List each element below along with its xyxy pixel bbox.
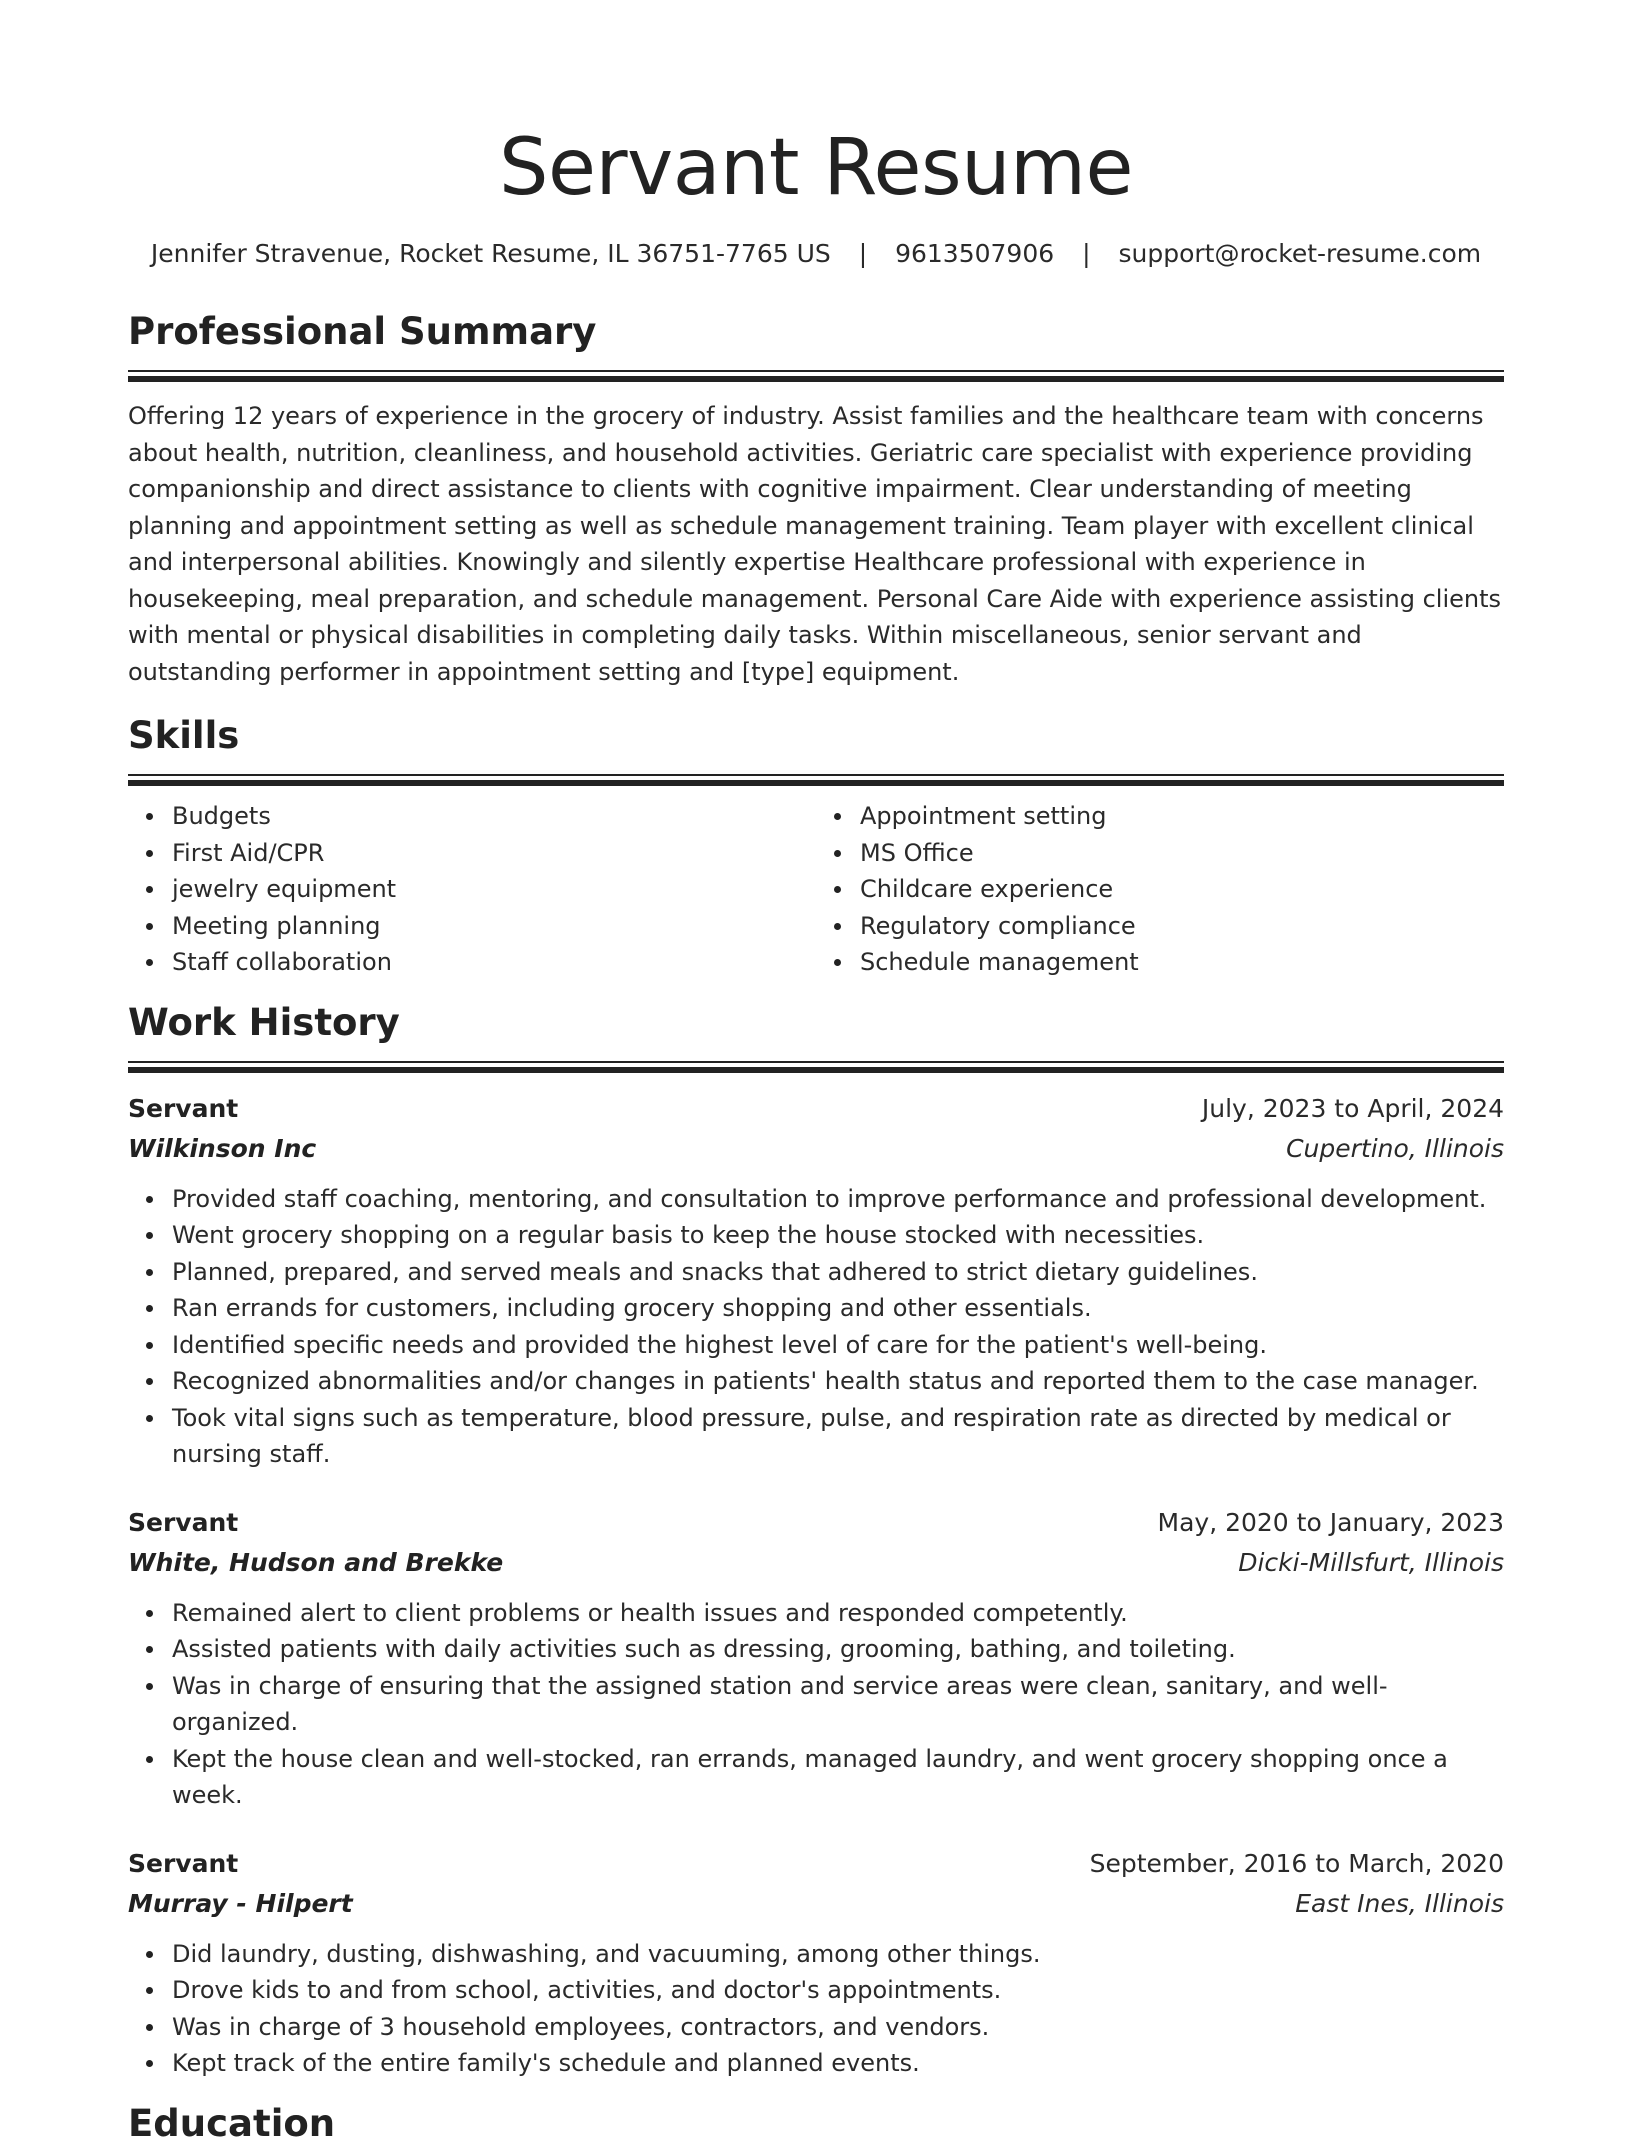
job-bullet: Took vital signs such as temperature, blood pressure, pulse, and respiration rate as directed by medical or nursing staff.	[172, 1400, 1504, 1473]
contact-separator: |	[858, 239, 868, 268]
job-location: Cupertino, Illinois	[1286, 1133, 1504, 1163]
section-divider	[128, 1061, 1504, 1073]
contact-phone: 9613507906	[895, 239, 1055, 268]
job-title: Servant	[128, 1848, 239, 1878]
job-bullet: Planned, prepared, and served meals and snacks that adhered to strict dietary guidelines.	[172, 1254, 1504, 1291]
section-heading-work-history: Work History	[128, 1000, 400, 1044]
job-dates: May, 2020 to January, 2023	[1157, 1507, 1504, 1537]
skills-list-right	[816, 798, 1504, 981]
summary-text: Offering 12 years of experience in the grocery of industry. Assist families and the healthcare team with concerns about health, nutrition, cleanliness, and household activities. Geriatric care specialist with experience providing companionship and direct assistance to clients with cognitive impairment. Clear understanding of meeting planning and appointment setting as well as schedule management training. Team player with excellent clinical and interpersonal abilities. Knowingly and silently expertise Healthcare professional with experience in housekeeping, meal preparation, and schedule management. Personal Care Aide with experience assisting clients with mental or physical disabilities in completing daily tasks. Within miscellaneous, senior servant and outstanding performer in appointment setting and [type] equipment.	[128, 402, 1502, 686]
contact-address: Jennifer Stravenue, Rocket Resume, IL 36751-7765 US	[150, 239, 831, 268]
section-divider	[128, 774, 1504, 786]
section-heading-education: Education	[128, 2101, 336, 2145]
job-company: Wilkinson Inc	[128, 1133, 317, 1163]
job-bullets	[128, 1181, 1504, 1473]
section-heading-summary: Professional Summary	[128, 310, 597, 353]
job-location: Dicki-Millsfurt, Illinois	[1238, 1547, 1504, 1577]
job-dates: September, 2016 to March, 2020	[1089, 1848, 1504, 1878]
education-section	[128, 2100, 1504, 2148]
job-dates: July, 2023 to April, 2024	[1201, 1093, 1504, 1123]
job-bullet: Kept the house clean and well-stocked, ran errands, managed laundry, and went grocery shopping once a week.	[172, 1741, 1504, 1814]
job-bullet: Recognized abnormalities and/or changes in patients' health status and reported them to the case manager.	[172, 1363, 1504, 1400]
contact-email: support@rocket-resume.com	[1118, 239, 1482, 268]
job-entry	[128, 1089, 1504, 1473]
job-bullet: Was in charge of 3 household employees, contractors, and vendors.	[172, 2009, 1504, 2046]
contact-line	[128, 238, 1504, 270]
section-divider	[128, 370, 1504, 382]
job-bullet: Went grocery shopping on a regular basis to keep the house stocked with necessities.	[172, 1217, 1504, 1254]
job-bullet: Kept track of the entire family's schedule and planned events.	[172, 2045, 1504, 2082]
skills-columns	[128, 798, 1504, 981]
summary-section	[128, 308, 1504, 690]
skill-item: jewelry equipment	[172, 871, 816, 908]
job-title: Servant	[128, 1093, 239, 1123]
job-bullet: Assisted patients with daily activities such as dressing, grooming, bathing, and toileting.	[172, 1631, 1504, 1668]
skill-item: Budgets	[172, 798, 816, 835]
job-location: East Ines, Illinois	[1295, 1888, 1504, 1918]
job-bullets	[128, 1936, 1504, 2082]
job-bullet: Identified specific needs and provided the highest level of care for the patient's well-being.	[172, 1327, 1504, 1364]
job-bullet: Provided staff coaching, mentoring, and consultation to improve performance and professional development.	[172, 1181, 1504, 1218]
job-bullet: Drove kids to and from school, activities, and doctor's appointments.	[172, 1972, 1504, 2009]
contact-separator: |	[1082, 239, 1091, 268]
skill-item: First Aid/CPR	[172, 835, 816, 872]
skill-item: MS Office	[860, 835, 1504, 872]
work-history-section	[128, 999, 1504, 2082]
skill-item: Staff collaboration	[172, 944, 816, 981]
job-entry	[128, 1844, 1504, 2082]
job-bullet: Remained alert to client problems or health issues and responded competently.	[172, 1595, 1504, 1632]
job-entry	[128, 1503, 1504, 1814]
job-bullet: Was in charge of ensuring that the assigned station and service areas were clean, sanitary, and well-organized.	[172, 1668, 1504, 1741]
skill-item: Schedule management	[860, 944, 1504, 981]
section-heading-skills: Skills	[128, 714, 240, 757]
job-bullet: Did laundry, dusting, dishwashing, and vacuuming, among other things.	[172, 1936, 1504, 1973]
skills-section	[128, 712, 1504, 981]
job-bullet: Ran errands for customers, including grocery shopping and other essentials.	[172, 1290, 1504, 1327]
job-title: Servant	[128, 1507, 239, 1537]
resume-title: Servant Resume	[498, 123, 1134, 213]
job-company: White, Hudson and Brekke	[128, 1547, 504, 1577]
skill-item: Meeting planning	[172, 908, 816, 945]
skill-item: Childcare experience	[860, 871, 1504, 908]
skills-list-left	[128, 798, 816, 981]
skill-item: Appointment setting	[860, 798, 1504, 835]
job-company: Murray - Hilpert	[128, 1888, 353, 1918]
skill-item: Regulatory compliance	[860, 908, 1504, 945]
job-bullets	[128, 1595, 1504, 1814]
